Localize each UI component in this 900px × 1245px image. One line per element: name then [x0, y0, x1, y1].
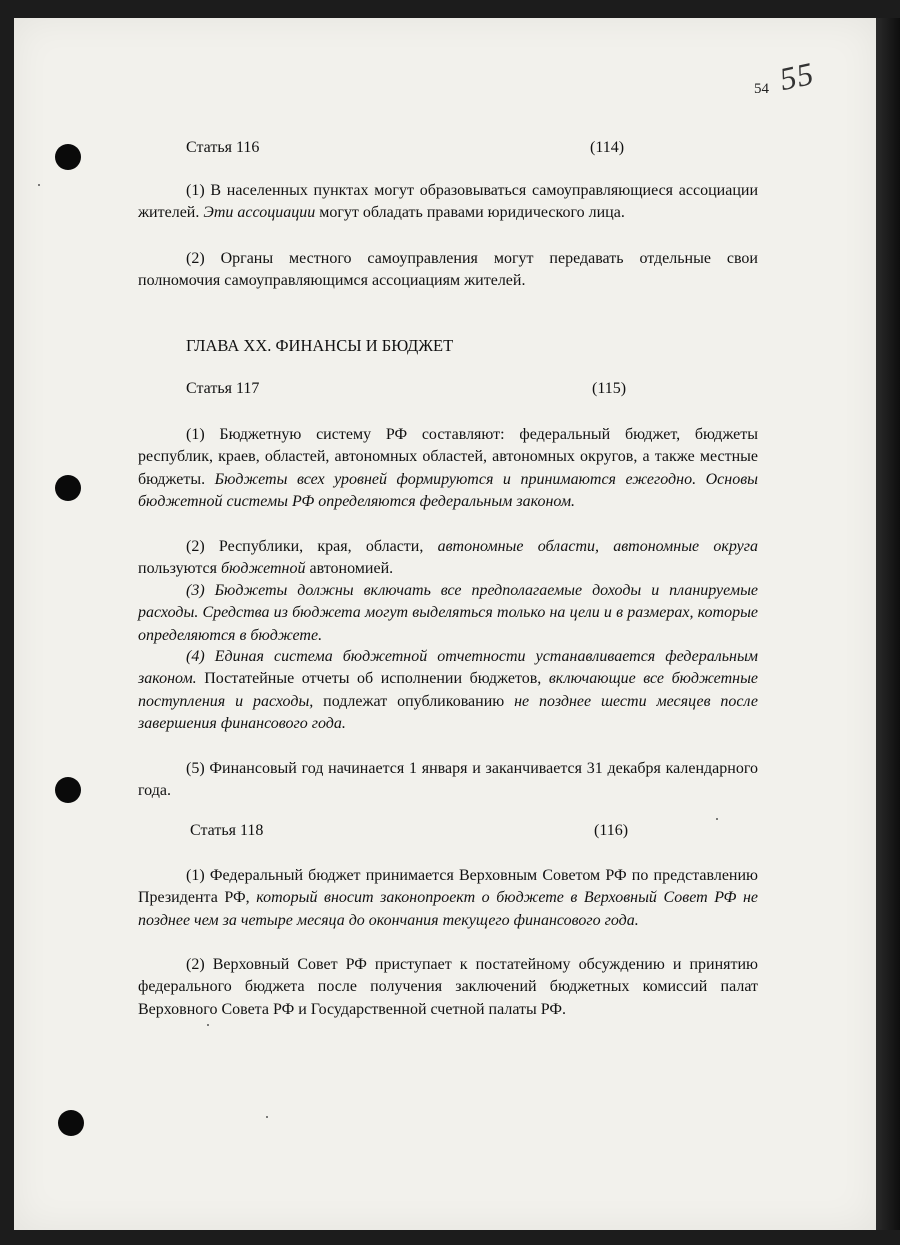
punch-hole: [55, 777, 81, 803]
chapter-heading: ГЛАВА XX. ФИНАНСЫ И БЮДЖЕТ: [186, 336, 454, 355]
article-116-paragraph-1: (1) В населенных пунктах могут образовываться самоуправляющиеся ассоциации жителей. Эти ассоциации могут обладать правами юридического лица.: [138, 182, 758, 222]
article-117-paragraph-1: (1) Бюджетную систему РФ составляют: федеральный бюджет, бюджеты республик, краев, областей, автономных областей, автономных округов, а также местные бюджеты. Бюджеты всех уровней формируются и принимаются ежегодно. Основы бюджетной системы РФ определяются федеральным законом.: [138, 426, 758, 511]
article-117-title: Статья 117: [186, 380, 260, 397]
article-117-paragraph-2: (2) Республики, края, области, автономные области, автономные округа пользуются бюджетной автономией.: [138, 538, 758, 578]
article-117-old-number: (115): [592, 380, 627, 397]
article-117-paragraph-4: (4) Единая система бюджетной отчетности устанавливается федеральным законом. Постатейные отчеты об исполнении бюджетов, включающие все бюджетные поступления и расходы, подлежат опубликованию не позднее шести месяцев после завершения финансового года.: [138, 648, 758, 733]
article-116-old-number: (114): [590, 139, 625, 156]
punch-hole: [55, 144, 81, 170]
punch-hole: [55, 475, 81, 501]
scan-speck: [716, 818, 718, 820]
handwritten-page-number: 55: [776, 54, 818, 98]
scan-edge: [876, 18, 900, 1230]
article-117-paragraph-3: (3) Бюджеты должны включать все предполагаемые доходы и планируемые расходы. Средства из бюджета могут выделяться только на цели и в размерах, которые определяются в бюджете.: [138, 582, 758, 644]
article-116-paragraph-2: (2) Органы местного самоуправления могут передавать отдельные свои полномочия самоуправляющимся ассоциациям жителей.: [138, 250, 758, 290]
page-number: 54: [754, 81, 769, 97]
article-118-paragraph-2: (2) Верховный Совет РФ приступает к постатейному обсуждению и принятию федерального бюджета после получения заключений бюджетных комиссий палат Верховного Совета РФ и Государственной счетной палаты РФ.: [138, 956, 758, 1018]
article-118-title: Статья 118: [190, 822, 264, 839]
article-118-old-number: (116): [594, 822, 629, 839]
article-118-paragraph-1: (1) Федеральный бюджет принимается Верховным Советом РФ по представлению Президента РФ, который вносит законопроект о бюджете в Верховный Совет РФ не позднее чем за четыре месяца до окончания текущего финансового года.: [138, 867, 759, 929]
scan-speck: [38, 184, 40, 186]
punch-hole: [58, 1110, 84, 1136]
scan-speck: [207, 1024, 209, 1026]
scan-speck: [266, 1116, 268, 1118]
article-117-paragraph-5: (5) Финансовый год начинается 1 января и заканчивается 31 декабря календарного года.: [138, 760, 758, 800]
article-116-title: Статья 116: [186, 139, 260, 156]
